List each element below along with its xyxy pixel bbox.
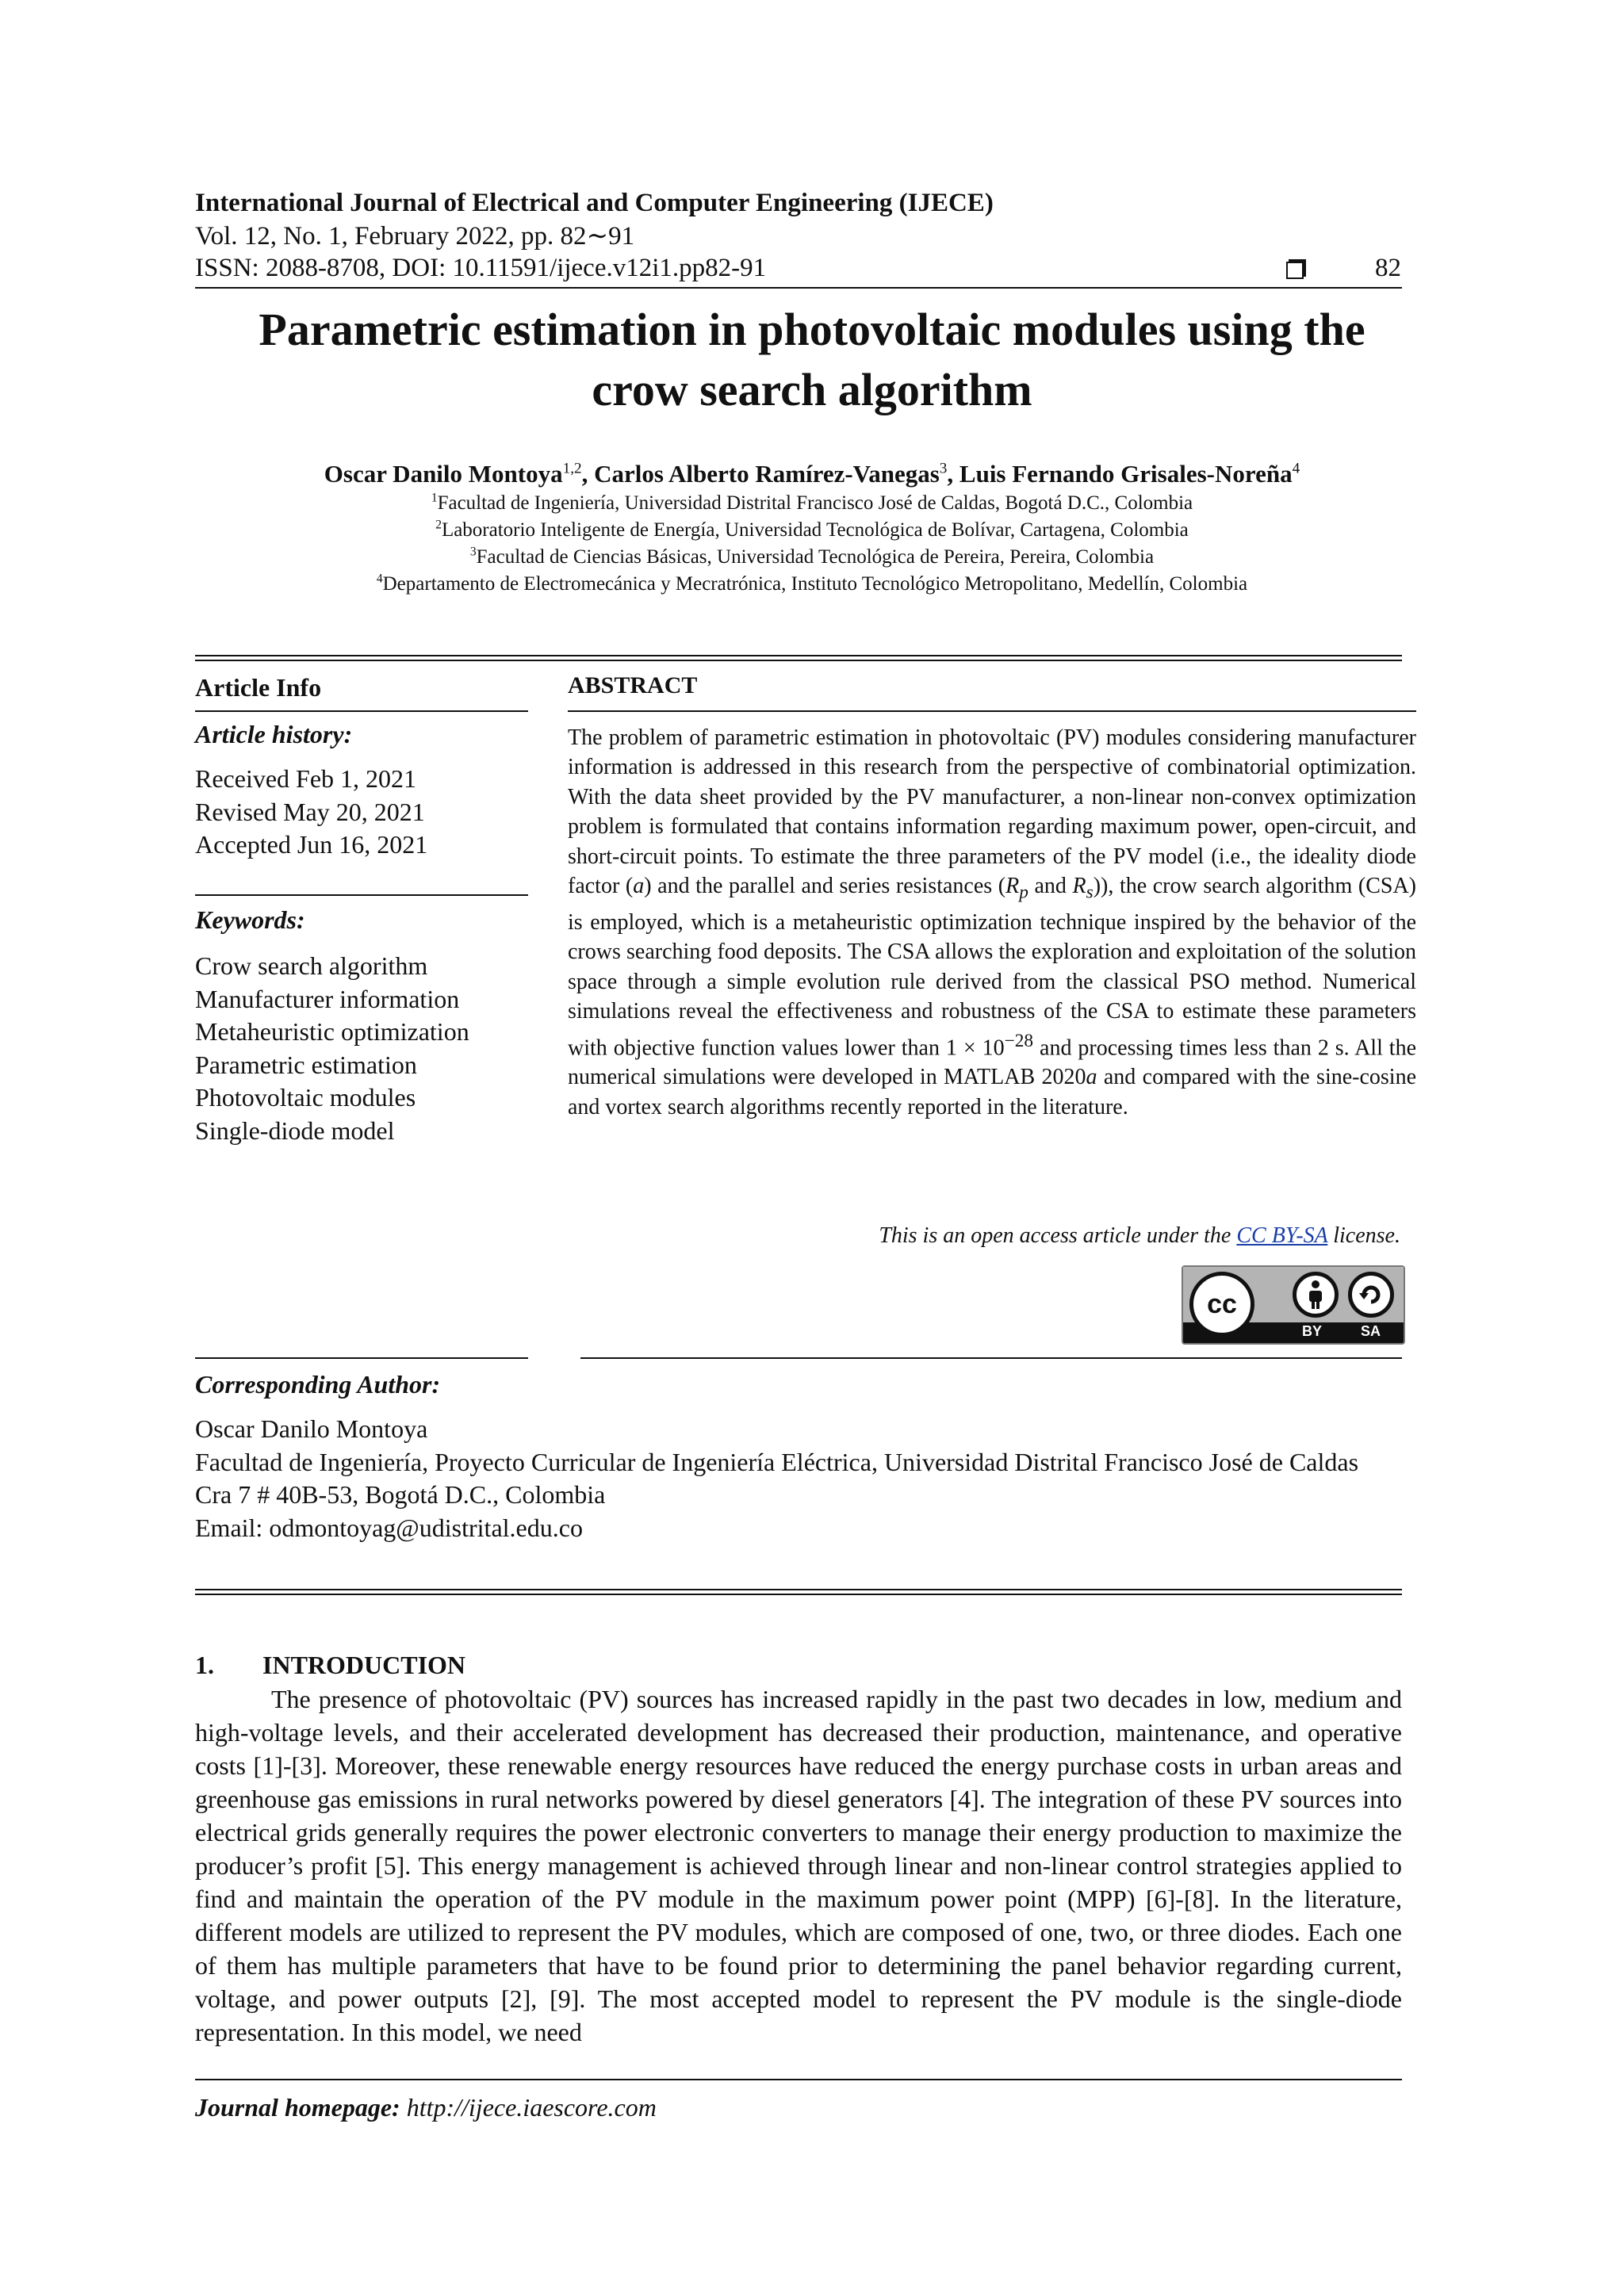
- cc-icon: [1189, 1272, 1254, 1337]
- keyword-list: [195, 950, 528, 1147]
- corresponding-affiliation: Facultad de Ingeniería, Proyecto Curricular de Ingeniería Eléctrica, Universidad Distrital Francisco José de Caldas: [195, 1447, 1359, 1476]
- article-info-rule: [195, 710, 528, 712]
- abstract-heading: ABSTRACT: [568, 672, 698, 698]
- keyword: Manufacturer information: [195, 984, 460, 1013]
- math-symbol: R: [1072, 874, 1086, 899]
- intro-paragraph: The presence of photovoltaic (PV) sources has increased rapidly in the past two decades in low, medium and high-voltage levels, and their accelerated development has decreased their production, maintenance, and operative costs [1]-[3]. Moreover, these renewable energy resources have reduced the energy purchase costs in urban areas and greenhouse gas emissions in rural networks powered by diesel generators [4]. The integration of these PV sources into electrical grids generally requires the power electronic converters to manage their energy production to maximize the producer’s profit [5]. This energy management is achieved through linear and non-linear control strategies applied to find and maintain the operation of the PV module in the maximum power point (MPP) [6]-[8]. In the literature, different models are utilized to represent the PV modules, which are composed of one, two, or three diodes. Each one of them has multiple parameters that have to be found prior to determining the panel behavior regarding current, voltage, and power outputs [2], [9]. The most accepted model to represent the PV module is the single-diode representation. In this model, we need: [195, 1685, 1402, 2046]
- corresponding-address: Cra 7 # 40B-53, Bogotá D.C., Colombia: [195, 1480, 606, 1509]
- cc-label: cc: [1207, 1288, 1237, 1319]
- corresponding-block: [195, 1413, 1402, 1544]
- share-alike-icon: [1348, 1272, 1394, 1318]
- revised-date: Revised May 20, 2021: [195, 797, 425, 826]
- affiliation-text: Facultad de Ciencias Básicas, Universidad Tecnológica de Pereira, Pereira, Colombia: [476, 546, 1155, 568]
- author-sup: 3: [939, 460, 948, 477]
- by-label: BY: [1302, 1323, 1323, 1339]
- math-subscript: s: [1086, 882, 1094, 903]
- affiliation-sup: 4: [376, 572, 383, 586]
- affiliation: [159, 490, 1465, 517]
- person-icon: [1302, 1279, 1329, 1311]
- issn-line: ISSN: 2088-8708, DOI: 10.11591/ijece.v12i1.pp82-91: [195, 254, 767, 282]
- abstract-text: [568, 723, 1416, 1122]
- corresponding-rule-right: [580, 1357, 1402, 1359]
- license-prefix: This is an open access article under the: [879, 1223, 1237, 1248]
- accepted-date: Accepted Jun 16, 2021: [195, 830, 428, 859]
- affiliation: [159, 544, 1465, 571]
- section-number: 1.: [195, 1651, 214, 1679]
- math-subscript: p: [1019, 882, 1028, 903]
- section-heading: [195, 1649, 465, 1681]
- affiliation-text: Departamento de Electromecánica y Mecratrónica, Instituto Tecnológico Metropolitano, Medellín, Colombia: [382, 573, 1248, 595]
- abstract-rule: [568, 710, 1416, 712]
- math-symbol: a: [633, 874, 645, 899]
- section-double-rule: [195, 1589, 1402, 1595]
- keywords-rule: [195, 894, 528, 896]
- footer-label: Journal homepage:: [195, 2093, 400, 2122]
- license-note: [879, 1223, 1400, 1249]
- keyword: Parametric estimation: [195, 1050, 417, 1079]
- abstract-segment: ) and the parallel and series resistances (: [644, 874, 1006, 899]
- paper-title: [159, 300, 1465, 420]
- corresponding-heading: Corresponding Author:: [195, 1370, 441, 1399]
- math-symbol: R: [1005, 874, 1020, 899]
- footer-rule: [195, 2079, 1402, 2080]
- cc-by-sa-badge[interactable]: [1182, 1265, 1405, 1345]
- corresponding-email: Email: odmontoyag@udistrital.edu.co: [195, 1513, 583, 1542]
- affiliation-sup: 2: [435, 518, 442, 532]
- math-symbol: a: [1086, 1065, 1097, 1090]
- author-list: Oscar Danilo Montoya$^{1,2}$, Carlos Alberto Ramírez-Vanegas$^3$, Luis Fernando Grisales-Noreña$^4$: [324, 460, 1300, 488]
- section-title: INTRODUCTION: [262, 1651, 466, 1679]
- author-sup: 4: [1292, 460, 1300, 477]
- affiliation-text: Facultad de Ingeniería, Universidad Distrital Francisco José de Caldas, Bogotá D.C., Colombia: [437, 492, 1193, 514]
- share-alike-glyph: [1357, 1280, 1385, 1309]
- keyword: Photovoltaic modules: [195, 1083, 416, 1112]
- corresponding-name: Oscar Danilo Montoya: [195, 1414, 428, 1443]
- article-info-heading: Article Info: [195, 673, 322, 702]
- affiliation: [159, 571, 1465, 598]
- math-expression: 1 × 10: [945, 1035, 1005, 1060]
- author-name: Luis Fernando Grisales-Noreña: [959, 460, 1293, 488]
- box-icon: [1286, 262, 1304, 279]
- corresponding-rule-left: [195, 1357, 528, 1359]
- affiliation: [159, 517, 1465, 544]
- abstract-segment: The problem of parametric estimation in photovoltaic (PV) modules considering manufacturer information is addressed in this research from the perspective of combinatorial optimization. With the data sheet provided by the PV manufacturer, a non-linear non-convex optimization problem is formulated that contains information regarding maximum power, open-circuit, and short-circuit points. To estimate the three parameters of the PV model (i.e., the ideality diode factor (: [568, 725, 1416, 899]
- journal-name: International Journal of Electrical and Computer Engineering (IJECE): [195, 189, 994, 217]
- keyword: Single-diode model: [195, 1115, 395, 1145]
- abstract-segment: and compared with the sine-cosine and vortex search algorithms recently reported in the literature.: [568, 1065, 1417, 1119]
- author-name: Oscar Danilo Montoya: [324, 460, 563, 488]
- abstract-segment: )), the crow search algorithm (CSA) is employed, which is a metaheuristic optimization technique inspired by the behavior of the crows searching food deposits. The CSA allows the exploration and exploitation of the solution space through a simple evolution rule derived from the classical PSO method. Numerical simulations reveal the effectiveness and robustness of the CSA to estimate these parameters with objective function values lower than: [568, 874, 1417, 1060]
- volume-line: Vol. 12, No. 1, February 2022, pp. 82∼91: [195, 222, 635, 251]
- journal-homepage: [195, 2093, 657, 2122]
- article-history-heading: Article history:: [195, 720, 353, 748]
- title-line-1: Parametric estimation in photovoltaic modules using the: [259, 304, 1365, 355]
- homepage-url[interactable]: http://ijece.iaescore.com: [406, 2093, 657, 2122]
- attribution-icon: [1293, 1272, 1339, 1318]
- affiliation-sup: 1: [431, 491, 438, 505]
- keywords-heading: Keywords:: [195, 905, 305, 934]
- license-link[interactable]: CC BY-SA: [1236, 1223, 1328, 1248]
- affiliation-sup: 3: [469, 545, 477, 559]
- author-sup: 1,2: [562, 460, 582, 477]
- affiliation-text: Laboratorio Inteligente de Energía, Universidad Tecnológica de Bolívar, Cartagena, Colombia: [441, 519, 1189, 541]
- abstract-segment: and processing times less than 2 s. All the numerical simulations were developed in MATLAB 2020: [568, 1035, 1417, 1090]
- keyword: Metaheuristic optimization: [195, 1017, 469, 1046]
- header-rule: [195, 287, 1402, 289]
- keyword: Crow search algorithm: [195, 951, 428, 980]
- article-history: [195, 763, 528, 862]
- author-name: Carlos Alberto Ramírez-Vanegas: [594, 460, 940, 488]
- header-right: [1286, 252, 1401, 284]
- license-suffix: license.: [1327, 1223, 1400, 1248]
- title-line-2: crow search algorithm: [592, 364, 1032, 415]
- sa-label: SA: [1361, 1323, 1381, 1339]
- abstract-segment: and: [1028, 874, 1073, 899]
- page-number: 82: [1375, 254, 1401, 282]
- math-exponent: −28: [1004, 1030, 1034, 1051]
- section-double-rule: [195, 655, 1402, 661]
- received-date: Received Feb 1, 2021: [195, 764, 417, 793]
